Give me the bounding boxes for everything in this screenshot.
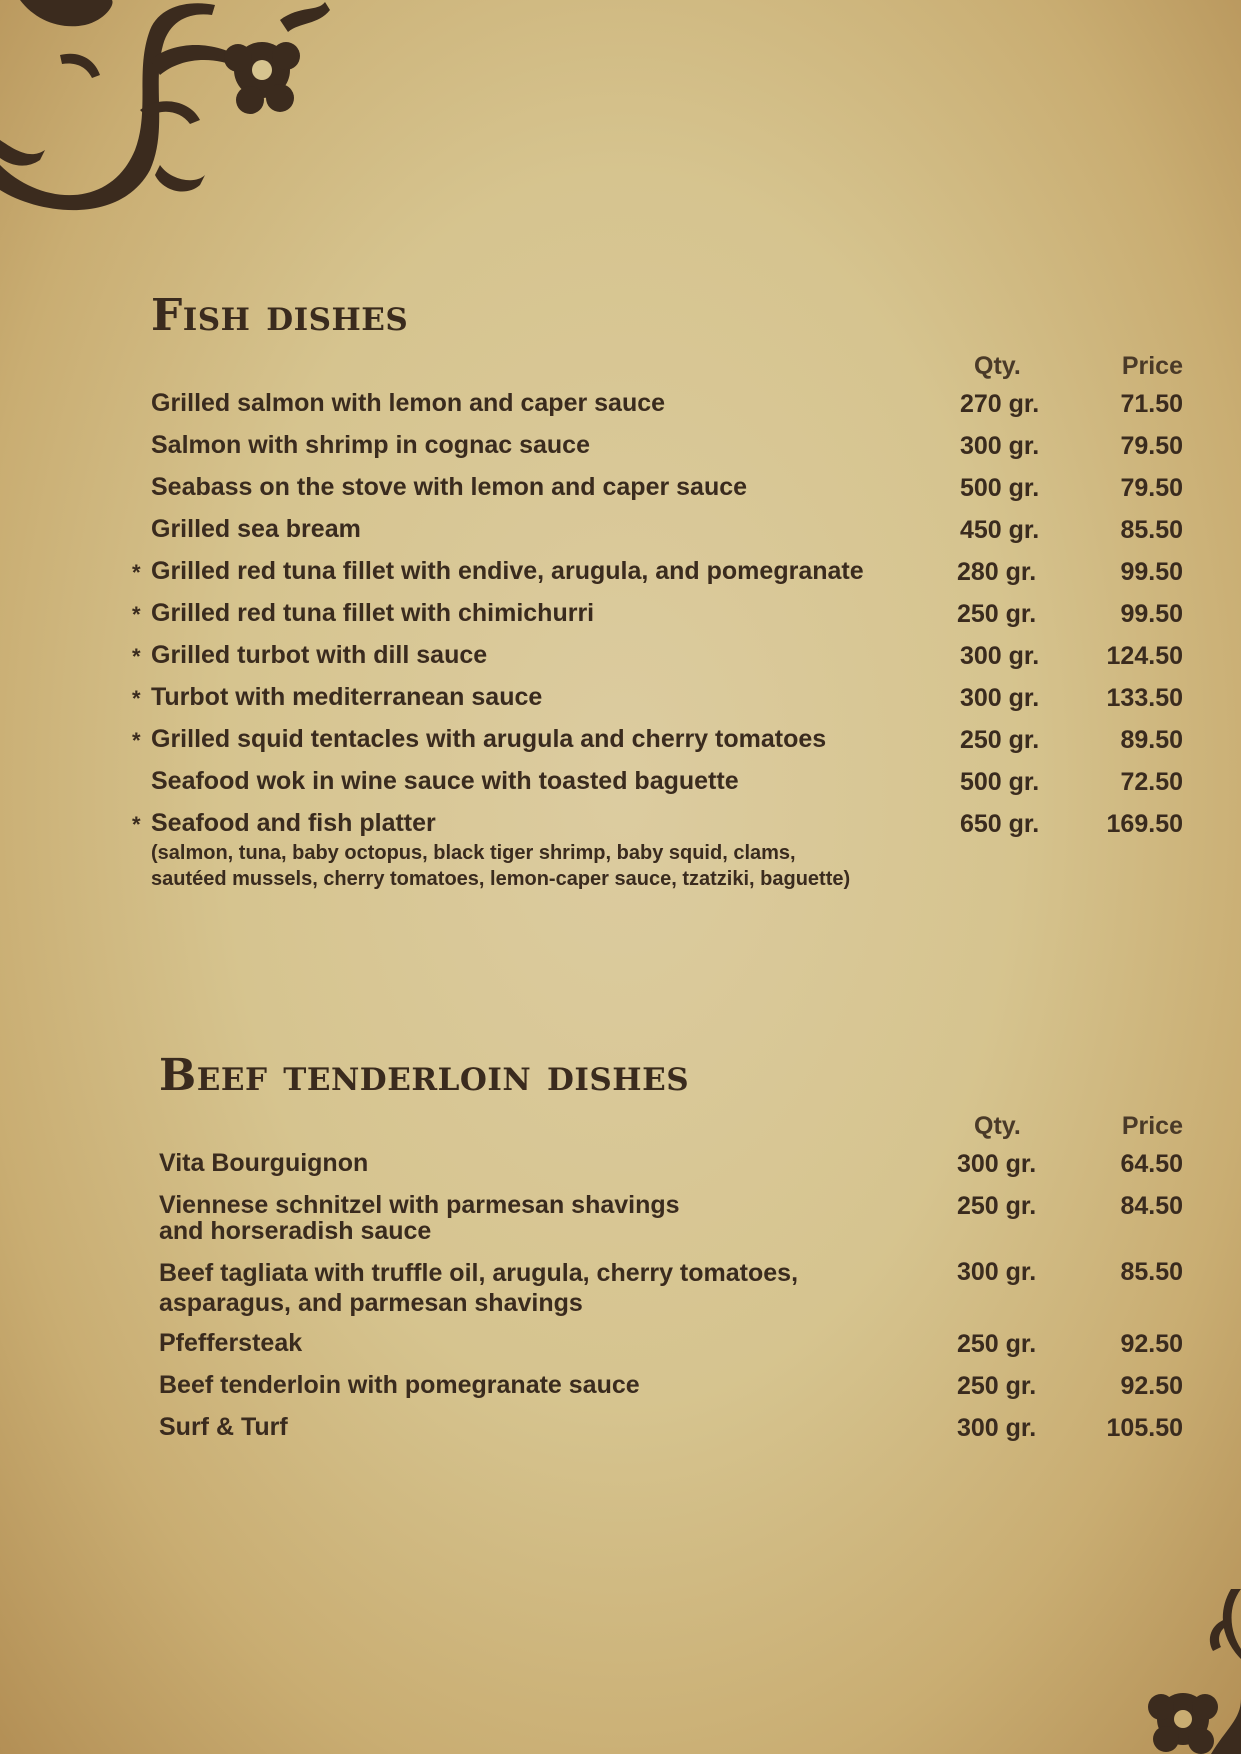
dish-qty: 300 gr. <box>957 1414 1037 1442</box>
star-marker: * <box>132 812 141 837</box>
fish-price-header: Price <box>1121 352 1183 380</box>
dish-name: Beef tenderloin with pomegranate sauce <box>159 1371 640 1399</box>
dish-price: 105.50 <box>1106 1414 1183 1442</box>
dish-name: Viennese schnitzel with parmesan shavings and horseradish sauce <box>159 1191 680 1245</box>
dish-price: 99.50 <box>1120 600 1183 628</box>
dish-name: Grilled sea bream <box>151 515 361 543</box>
menu-item <box>0 432 1241 474</box>
beef-section-title: Beef tenderloin dishes <box>159 1050 690 1101</box>
dish-name: Pfeffersteak <box>159 1329 303 1357</box>
menu-item <box>0 390 1241 432</box>
dish-description: (salmon, tuna, baby octopus, black tiger shrimp, baby squid, clams, sautéed mussels, cherry tomatoes, lemon-caper sauce, tzatziki, baguette) <box>151 842 851 890</box>
dish-qty: 270 gr. <box>960 390 1040 418</box>
dish-name: Grilled red tuna fillet with endive, arugula, and pomegranate <box>151 557 864 585</box>
dish-qty: 450 gr. <box>960 516 1040 544</box>
dish-price: 92.50 <box>1120 1330 1183 1358</box>
menu-item <box>0 1372 1241 1414</box>
menu-item <box>0 1192 1241 1258</box>
dish-qty: 300 gr. <box>957 1150 1037 1178</box>
dish-qty: 250 gr. <box>957 600 1037 628</box>
dish-name: Grilled red tuna fillet with chimichurri <box>151 599 595 627</box>
dish-price: 85.50 <box>1120 1258 1183 1286</box>
dish-name: Seabass on the stove with lemon and caper sauce <box>151 473 748 501</box>
dish-name: Salmon with shrimp in cognac sauce <box>151 431 590 459</box>
dish-qty: 300 gr. <box>957 1258 1037 1286</box>
dish-qty: 300 gr. <box>960 642 1040 670</box>
menu-item <box>0 516 1241 558</box>
star-marker: * <box>132 686 141 711</box>
dish-price: 79.50 <box>1120 432 1183 460</box>
dish-price: 133.50 <box>1106 684 1183 712</box>
beef-item-list <box>0 1150 1241 1456</box>
dish-qty: 500 gr. <box>960 768 1040 796</box>
menu-item <box>0 768 1241 810</box>
floral-ornament-corner-icon <box>1131 1579 1241 1754</box>
dish-price: 84.50 <box>1120 1192 1183 1220</box>
dish-qty: 300 gr. <box>960 684 1040 712</box>
dish-qty: 250 gr. <box>957 1330 1037 1358</box>
star-marker: * <box>132 644 141 669</box>
fish-item-list <box>0 390 1241 900</box>
dish-qty: 500 gr. <box>960 474 1040 502</box>
menu-item <box>0 684 1241 726</box>
dish-qty: 300 gr. <box>960 432 1040 460</box>
beef-qty-header: Qty. <box>974 1112 1021 1140</box>
star-marker: * <box>132 560 141 585</box>
dish-price: 71.50 <box>1120 390 1183 418</box>
fish-section-title: Fish dishes <box>151 290 409 341</box>
dish-name: Grilled squid tentacles with arugula and cherry tomatoes <box>151 725 827 753</box>
fish-qty-header: Qty. <box>974 352 1021 380</box>
menu-item <box>0 600 1241 642</box>
dish-name: Grilled turbot with dill sauce <box>151 641 488 669</box>
menu-item <box>0 1258 1241 1330</box>
menu-item <box>0 726 1241 768</box>
dish-price: 99.50 <box>1120 558 1183 586</box>
dish-name: Turbot with mediterranean sauce <box>151 683 543 711</box>
dish-name: Seafood wok in wine sauce with toasted baguette <box>151 767 739 795</box>
menu-item <box>0 1150 1241 1192</box>
dish-qty: 250 gr. <box>957 1192 1037 1220</box>
dish-qty: 250 gr. <box>957 1372 1037 1400</box>
dish-price: 92.50 <box>1120 1372 1183 1400</box>
dish-name: Surf & Turf <box>159 1413 288 1441</box>
menu-item <box>0 642 1241 684</box>
menu-item <box>0 474 1241 516</box>
dish-name: Grilled salmon with lemon and caper sauce <box>151 389 666 417</box>
star-marker: * <box>132 728 141 753</box>
dish-price: 169.50 <box>1106 810 1183 838</box>
dish-name: Vita Bourguignon <box>159 1149 369 1177</box>
menu-item <box>0 810 1241 900</box>
dish-name: Seafood and fish platter <box>151 809 436 837</box>
dish-price: 85.50 <box>1120 516 1183 544</box>
dish-price: 79.50 <box>1120 474 1183 502</box>
menu-item <box>0 1414 1241 1456</box>
menu-item <box>0 1330 1241 1372</box>
dish-qty: 280 gr. <box>957 558 1037 586</box>
dish-price: 64.50 <box>1120 1150 1183 1178</box>
dish-price: 72.50 <box>1120 768 1183 796</box>
dish-qty: 650 gr. <box>960 810 1040 838</box>
beef-price-header: Price <box>1121 1112 1183 1140</box>
dish-price: 124.50 <box>1106 642 1183 670</box>
dish-name: Beef tagliata with truffle oil, arugula, cherry tomatoes, asparagus, and parmesan shavings <box>159 1259 799 1317</box>
dish-price: 89.50 <box>1120 726 1183 754</box>
menu-item <box>0 558 1241 600</box>
dish-qty: 250 gr. <box>960 726 1040 754</box>
floral-ornament-icon <box>0 0 330 215</box>
star-marker: * <box>132 602 141 627</box>
